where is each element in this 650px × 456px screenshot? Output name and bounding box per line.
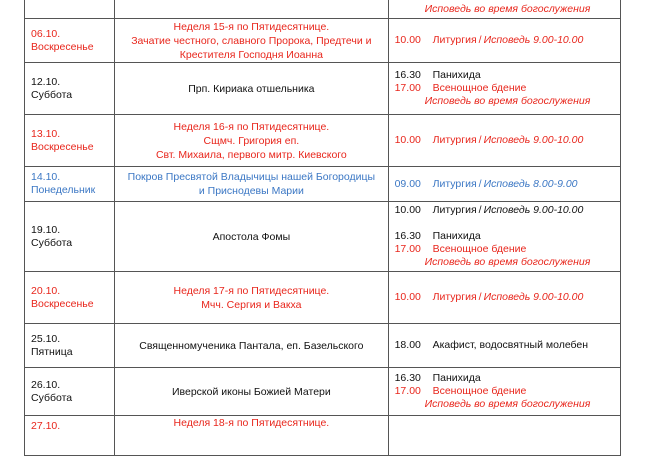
service-line bbox=[395, 243, 620, 256]
feast-line: Неделя 16-я по Пятидесятнице. bbox=[173, 120, 330, 133]
date-cell bbox=[25, 272, 115, 324]
feast-line: Неделя 18-я по Пятидесятнице. bbox=[173, 417, 330, 429]
service-time: 10.00 bbox=[394, 291, 421, 303]
service-line bbox=[395, 385, 620, 398]
feast-line: Неделя 15-я по Пятидесятнице. bbox=[173, 20, 330, 33]
service-line bbox=[395, 291, 620, 304]
service-time: 17.00 bbox=[394, 385, 421, 397]
feast-line: Прп. Кириака отшельника bbox=[188, 82, 315, 95]
date: 26.10. bbox=[31, 378, 61, 391]
feast-line: Сщмч. Григория еп. bbox=[203, 134, 300, 147]
date: 06.10. bbox=[31, 27, 61, 40]
schedule-row bbox=[25, 0, 621, 19]
services-cell bbox=[388, 167, 620, 202]
service-line bbox=[395, 34, 620, 47]
confession-time: Исповедь 9.00-10.00 bbox=[483, 291, 584, 303]
date-cell bbox=[25, 115, 115, 167]
separator: / bbox=[478, 291, 482, 303]
weekday: Пятница bbox=[31, 345, 73, 358]
confession-time: Исповедь 9.00-10.00 bbox=[483, 34, 584, 46]
services-cell bbox=[388, 368, 620, 416]
feast-cell bbox=[115, 368, 388, 416]
services-cell bbox=[388, 416, 620, 456]
date: 20.10. bbox=[31, 284, 61, 297]
service-line bbox=[395, 178, 620, 191]
services-cell bbox=[388, 324, 620, 368]
feast-cell bbox=[115, 167, 388, 202]
date-cell bbox=[25, 167, 115, 202]
service-name: Панихида bbox=[432, 69, 481, 81]
service-time: 09.00 bbox=[394, 177, 421, 190]
date-cell bbox=[25, 0, 115, 19]
service-line bbox=[395, 204, 620, 217]
date-cell bbox=[25, 368, 115, 416]
service-name: Литургия bbox=[432, 34, 477, 46]
service-time: 10.00 bbox=[394, 134, 421, 146]
date-cell bbox=[25, 416, 115, 456]
confession-time: Исповедь 8.00-9.00 bbox=[483, 177, 578, 190]
service-line bbox=[395, 82, 620, 95]
service-name: Литургия bbox=[432, 177, 477, 190]
schedule-row bbox=[25, 115, 621, 167]
date: 19.10. bbox=[31, 223, 61, 236]
weekday: Воскресенье bbox=[31, 297, 94, 310]
service-name: Панихида bbox=[432, 230, 481, 242]
service-line bbox=[395, 69, 620, 82]
service-name: Всенощное бдение bbox=[432, 82, 527, 94]
schedule-row bbox=[25, 324, 621, 368]
service-time: 18.00 bbox=[394, 339, 421, 351]
service-name: Всенощное бдение bbox=[432, 385, 527, 397]
date-cell bbox=[25, 202, 115, 272]
feast-line: Священномученика Пантала, еп. Базельского bbox=[139, 339, 364, 352]
date-cell bbox=[25, 324, 115, 368]
weekday: Воскресенье bbox=[31, 140, 94, 153]
service-name: Литургия bbox=[432, 204, 477, 216]
services-cell bbox=[388, 63, 620, 115]
feast-cell bbox=[115, 115, 388, 167]
services-cell bbox=[388, 272, 620, 324]
confession-note: Исповедь во время богослужения bbox=[424, 95, 591, 107]
services-cell bbox=[388, 19, 620, 63]
service-time: 16.30 bbox=[394, 372, 421, 384]
separator: / bbox=[478, 204, 482, 216]
service-line bbox=[395, 230, 620, 243]
schedule-row bbox=[25, 416, 621, 456]
feast-cell bbox=[115, 416, 388, 456]
schedule-row bbox=[25, 272, 621, 324]
feast-cell bbox=[115, 0, 388, 19]
schedule-row bbox=[25, 167, 621, 202]
service-name: Литургия bbox=[432, 291, 477, 303]
service-time: 16.30 bbox=[394, 69, 421, 81]
service-name: Акафист, водосвятный молебен bbox=[432, 339, 589, 351]
service-line bbox=[395, 134, 620, 147]
confession-time: Исповедь 9.00-10.00 bbox=[483, 204, 584, 216]
feast-line: Иверской иконы Божией Матери bbox=[171, 385, 331, 398]
feast-cell bbox=[115, 324, 388, 368]
feast-line: Неделя 17-я по Пятидесятнице. bbox=[173, 284, 330, 297]
services-cell bbox=[388, 115, 620, 167]
services-cell bbox=[388, 202, 620, 272]
schedule-body bbox=[25, 0, 621, 456]
separator: / bbox=[478, 34, 482, 46]
confession-note: Исповедь во время богослужения bbox=[424, 256, 591, 268]
service-time: 17.00 bbox=[394, 82, 421, 94]
weekday: Суббота bbox=[31, 88, 73, 101]
feast-line: Апостола Фомы bbox=[212, 230, 291, 243]
date: 12.10. bbox=[31, 75, 61, 88]
date: 25.10. bbox=[31, 332, 61, 345]
weekday: Понедельник bbox=[31, 184, 96, 196]
service-name: Литургия bbox=[432, 134, 477, 146]
feast-line: Крестителя Господня Иоанна bbox=[179, 48, 323, 61]
confession-note: Исповедь во время богослужения bbox=[424, 3, 591, 15]
feast-cell bbox=[115, 202, 388, 272]
service-time: 10.00 bbox=[394, 204, 421, 216]
feast-cell bbox=[115, 63, 388, 115]
services-cell bbox=[388, 0, 620, 19]
separator: / bbox=[478, 134, 482, 146]
service-name: Панихида bbox=[432, 372, 481, 384]
feast-cell bbox=[115, 272, 388, 324]
weekday: Воскресенье bbox=[31, 40, 94, 53]
confession-note: Исповедь во время богослужения bbox=[424, 398, 591, 410]
service-name: Всенощное бдение bbox=[432, 243, 527, 255]
feast-line: Зачатие честного, славного Пророка, Предтечи и bbox=[131, 34, 372, 47]
date-cell bbox=[25, 19, 115, 63]
service-schedule-table bbox=[24, 0, 621, 456]
feast-line: Мчч. Сергия и Вакха bbox=[201, 298, 302, 311]
feast-cell bbox=[115, 19, 388, 63]
separator: / bbox=[478, 177, 482, 190]
service-time: 10.00 bbox=[394, 34, 421, 46]
service-time: 17.00 bbox=[394, 243, 421, 255]
schedule-row bbox=[25, 202, 621, 272]
service-line bbox=[395, 339, 620, 352]
date: 13.10. bbox=[31, 127, 61, 140]
date: 14.10. bbox=[31, 171, 61, 183]
confession-time: Исповедь 9.00-10.00 bbox=[483, 134, 584, 146]
schedule-row bbox=[25, 19, 621, 63]
schedule-row bbox=[25, 63, 621, 115]
schedule-row bbox=[25, 368, 621, 416]
date-cell bbox=[25, 63, 115, 115]
weekday: Суббота bbox=[31, 236, 73, 249]
feast-line: и Приснодевы Марии bbox=[198, 185, 304, 197]
service-time: 16.30 bbox=[394, 230, 421, 242]
service-line bbox=[395, 217, 620, 230]
feast-line: Покров Пресвятой Владычицы нашей Богородицы bbox=[127, 171, 376, 183]
weekday: Суббота bbox=[31, 391, 73, 404]
feast-line: Свт. Михаила, первого митр. Киевского bbox=[155, 148, 347, 161]
service-line bbox=[395, 372, 620, 385]
date: 27.10. bbox=[31, 420, 61, 432]
